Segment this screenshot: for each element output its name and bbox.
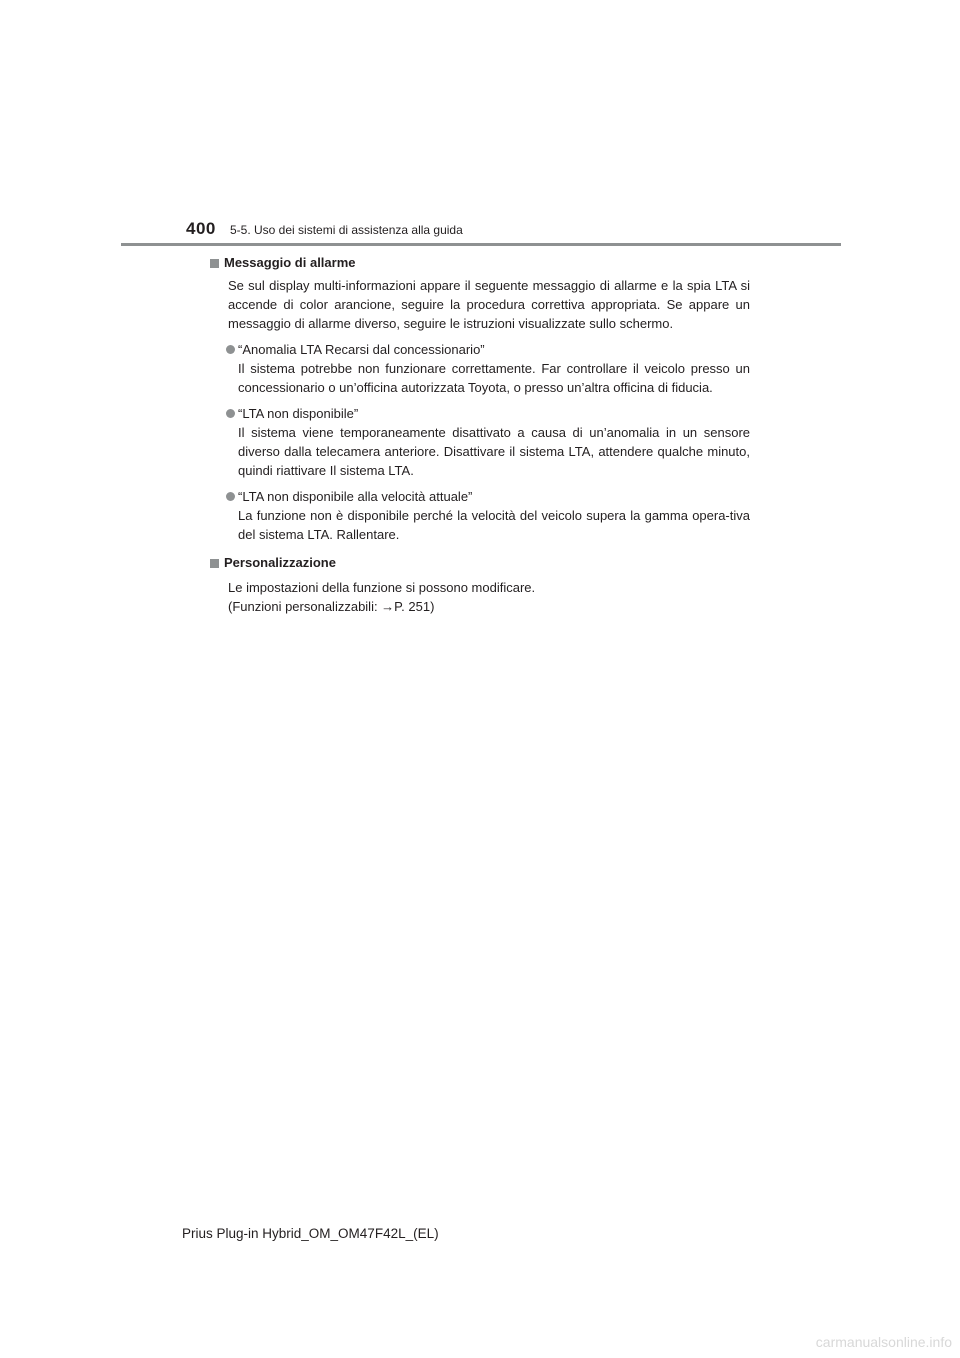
customization-text: Le impostazioni della funzione si possono modificare. [228, 580, 536, 595]
section-heading-text: Messaggio di allarme [224, 255, 356, 270]
document-id: Prius Plug-in Hybrid_OM_OM47F42L_(EL) [182, 1226, 439, 1241]
square-bullet-icon [210, 559, 219, 568]
section-heading [210, 254, 750, 272]
list-item-title: “LTA non disponibile alla velocità attuale” [238, 489, 473, 504]
square-bullet-icon [210, 259, 219, 268]
list-item [226, 340, 750, 397]
list-item-text: Il sistema potrebbe non funzionare correttamente. Far controllare il veicolo presso un concessionario o un’officina autorizzata Toyota, o presso un’altra officina di fiducia. [238, 361, 750, 395]
header-divider [121, 243, 841, 246]
chapter-title: 5-5. Uso dei sistemi di assistenza alla guida [230, 223, 463, 237]
circle-bullet-icon [226, 492, 235, 501]
section-heading-text: Personalizzazione [224, 555, 336, 570]
circle-bullet-icon [226, 345, 235, 354]
list-item [226, 404, 750, 480]
page-number: 400 [186, 219, 216, 238]
list-item-text: Il sistema viene temporaneamente disattivato a causa di un’anomalia in un sensore diverso dalla telecamera anteriore. Disattivare il sistema LTA, attendere qualche minuto, quindi riattivare Il sistema LTA. [238, 425, 750, 478]
section-warning-message [210, 254, 750, 544]
list-item-title: “LTA non disponibile” [238, 406, 359, 421]
list-item-text: La funzione non è disponibile perché la velocità del veicolo supera la gamma opera-tiva del sistema LTA. Rallentare. [238, 508, 750, 542]
page-reference-link[interactable]: (Funzioni personalizzabili: →P. 251) [228, 599, 435, 614]
page-content [210, 254, 750, 622]
circle-bullet-icon [226, 409, 235, 418]
list-item [226, 487, 750, 544]
list-item-title: “Anomalia LTA Recarsi dal concessionario” [238, 342, 485, 357]
watermark: carmanualsonline.info [815, 1334, 952, 1350]
section-heading [210, 554, 750, 572]
section-customization [210, 554, 750, 616]
section-intro: Se sul display multi-informazioni appare il seguente messaggio di allarme e la spia LTA si accende di color arancione, seguire la procedura correttiva appropriata. Se appare un messaggio di allarme diverso, seguire le istruzioni visualizzate sullo schermo. [228, 278, 750, 331]
